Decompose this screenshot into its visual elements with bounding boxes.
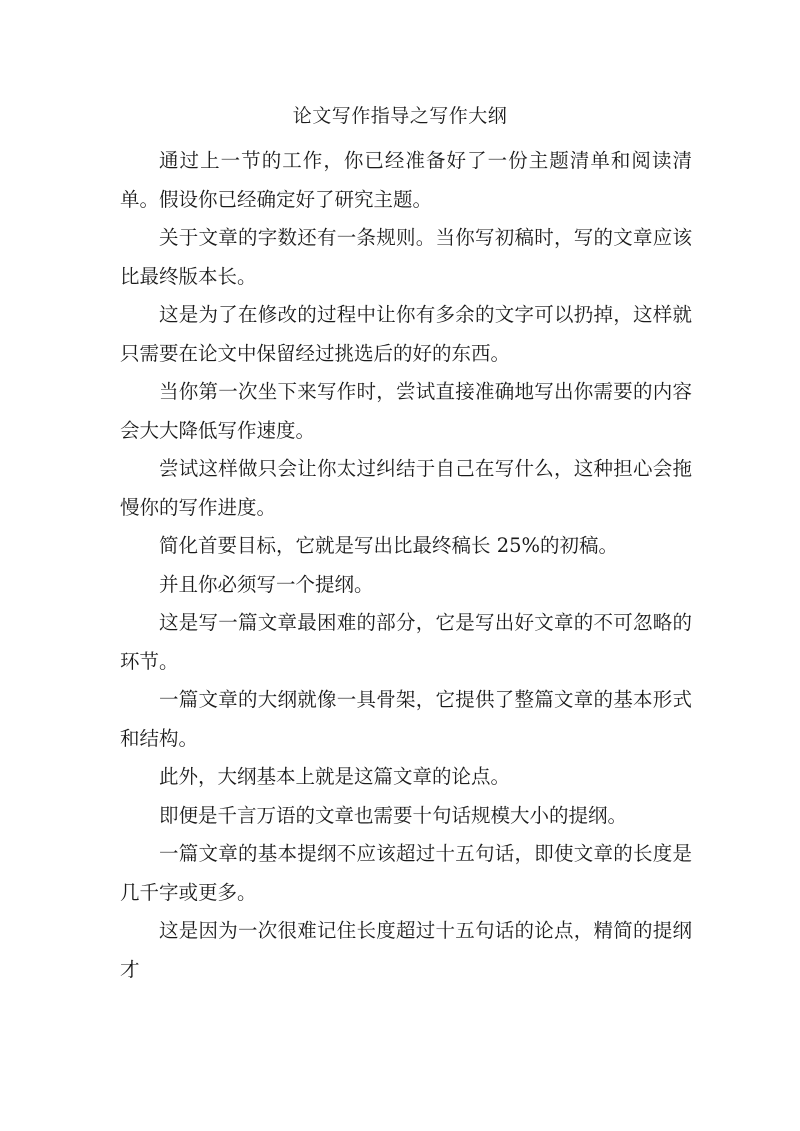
paragraph: 即便是千言万语的文章也需要十句话规模大小的提纲。	[159, 803, 628, 827]
paragraph: 这是写一篇文章最困难的部分，它是写出好文章的不可忽略的环节。	[120, 611, 692, 673]
paragraph: 一篇文章的大纲就像一具骨架，它提供了整篇文章的基本形式和结构。	[120, 688, 692, 750]
paragraph: 简化首要目标，它就是写出比最终稿长 25%的初稿。	[159, 534, 619, 557]
paragraph: 这是因为一次很难记住长度超过十五句话的论点，精简的提纲才	[120, 919, 692, 981]
paragraph: 并且你必须写一个提纲。	[159, 572, 374, 596]
document-title: 论文写作指导之写作大纲	[292, 105, 508, 127]
paragraph: 尝试这样做只会让你太过纠结于自己在写什么，这种担心会拖慢你的写作进度。	[120, 457, 692, 519]
paragraph: 当你第一次坐下来写作时，尝试直接准确地写出你需要的内容会大大降低写作速度。	[120, 380, 692, 442]
paragraph: 通过上一节的工作，你已经准备好了一份主题清单和阅读清单。假设你已经确定好了研究主题。	[120, 149, 692, 211]
document-body	[120, 142, 692, 989]
paragraph: 此外，大纲基本上就是这篇文章的论点。	[159, 765, 511, 788]
paragraph: 一篇文章的基本提纲不应该超过十五句话，即使文章的长度是几千字或更多。	[120, 842, 692, 904]
paragraph: 这是为了在修改的过程中让你有多余的文字可以扔掉，这样就只需要在论文中保留经过挑选后的好的东西。	[120, 303, 692, 365]
paragraph: 关于文章的字数还有一条规则。当你写初稿时，写的文章应该比最终版本长。	[120, 226, 692, 288]
